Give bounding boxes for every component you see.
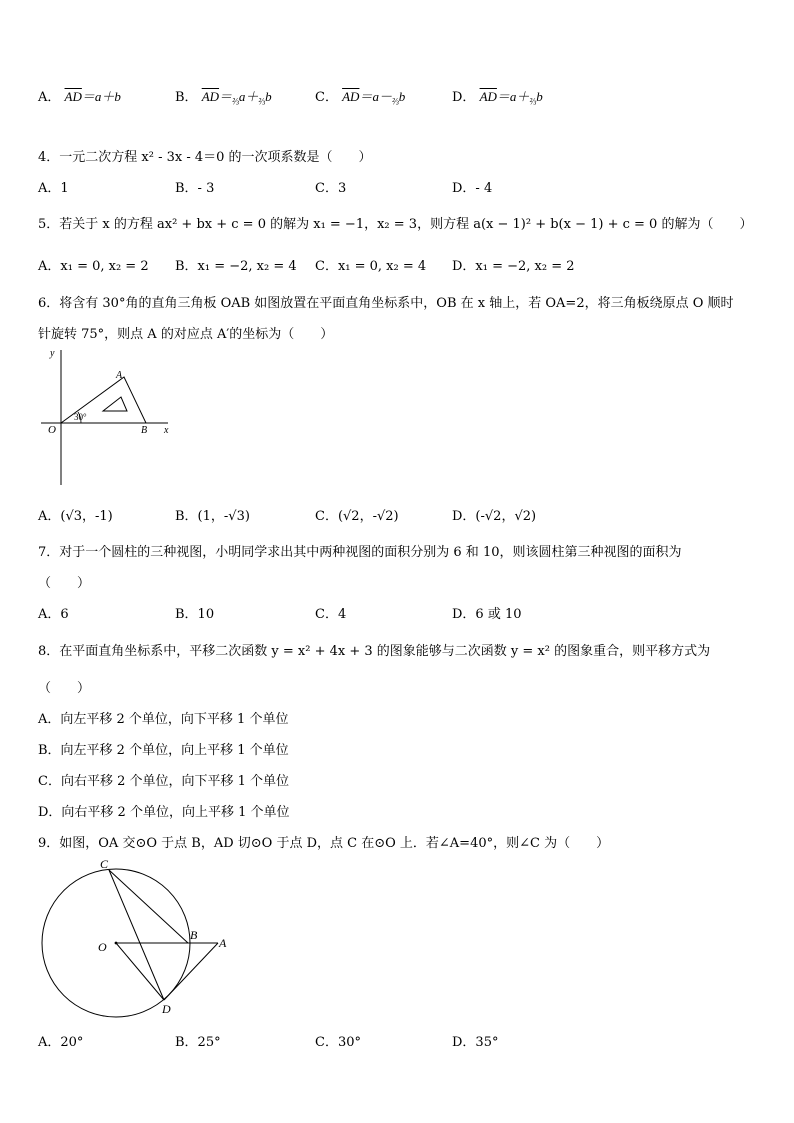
q7-option-c: C．4: [315, 607, 347, 622]
q9-option-b: B．25°: [175, 1035, 221, 1050]
q9-line-od: [116, 943, 164, 1000]
q9-label-b: B: [190, 928, 198, 942]
q3-a-formula: $\overline{AD}=a+b$: [64, 89, 121, 104]
q9-figure: [36, 858, 236, 1020]
q9-label-c: C: [100, 858, 109, 871]
q6-label-y: y: [50, 348, 55, 359]
q3-option-d: [452, 86, 543, 107]
q9-option-c: C．30°: [315, 1035, 361, 1050]
q3-d-formula: $\overline{AD}=a+_{\frac{2}{3}}b$: [479, 89, 543, 107]
q5-stem: 5．若关于 x 的方程 ax² + bx + c = 0 的解为 x₁ = −1，x₂ = 3，则方程 a(x − 1)² + b(x − 1) + c = 0 的解为（ ）: [38, 217, 753, 232]
q8-option-a: A．向左平移 2 个单位，向下平移 1 个单位: [38, 712, 289, 727]
q3-option-a: [38, 86, 121, 105]
q4-option-c: C．3: [315, 181, 347, 196]
q6-label-a: A: [116, 370, 123, 381]
q6-label-angle: 30°: [74, 412, 87, 422]
q6-option-b: B．(1，-√3): [175, 509, 250, 524]
q3-option-d-letter: D．: [452, 90, 476, 105]
q9-center-dot: [115, 942, 118, 945]
q6-option-d: D．(-√2，√2): [452, 509, 537, 524]
q6-label-o: O: [48, 424, 56, 436]
q3-c-formula: $\overline{AD}=a-_{\frac{2}{3}}b$: [342, 89, 406, 107]
q6-label-b: B: [141, 425, 148, 436]
q7-option-b: B．10: [175, 607, 215, 622]
q4-option-b: B．- 3: [175, 181, 215, 196]
q5-option-c: C．x₁ = 0, x₂ = 4: [315, 259, 427, 274]
q8-option-d: D．向右平移 2 个单位，向上平移 1 个单位: [38, 805, 290, 820]
q9-option-d: D．35°: [452, 1035, 499, 1050]
q3-option-c: [315, 86, 405, 107]
q9-line-cb: [109, 870, 188, 943]
q7-option-d: D．6 或 10: [452, 607, 522, 622]
q5-option-d: D．x₁ = −2, x₂ = 2: [452, 259, 575, 274]
q4-option-a: A．1: [38, 181, 69, 196]
q7-stem-line2: （ ）: [38, 576, 91, 591]
q3-option-c-letter: C．: [315, 90, 338, 105]
q9-option-a: A．20°: [38, 1035, 84, 1050]
q4-stem: 4．一元二次方程 x² - 3x - 4＝0 的一次项系数是（ ）: [38, 150, 372, 165]
q6-option-c: C．(√2，-√2): [315, 509, 399, 524]
q9-label-o: O: [98, 940, 107, 954]
q6-stem-line1: 6．将含有 30°角的直角三角板 OAB 如图放置在平面直角坐标系中，OB 在 x 轴上，若 OA=2，将三角板绕原点 O 顺时: [38, 296, 734, 311]
q8-stem-line2: （ ）: [38, 681, 91, 696]
q6-label-x: x: [164, 425, 169, 436]
q3-option-a-letter: A．: [38, 90, 61, 105]
q9-line-cd: [109, 870, 164, 1000]
q5-option-a: A．x₁ = 0, x₂ = 2: [38, 259, 149, 274]
q8-stem-line1: 8．在平面直角坐标系中，平移二次函数 y = x² + 4x + 3 的图象能够与二次函数 y = x² 的图象重合，则平移方式为: [38, 644, 711, 659]
q7-stem-line1: 7．对于一个圆柱的三种视图，小明同学求出其中两种视图的面积分别为 6 和 10，则该圆柱第三种视图的面积为: [38, 545, 682, 560]
q9-label-a: A: [219, 936, 227, 950]
q8-option-c: C．向右平移 2 个单位，向下平移 1 个单位: [38, 774, 290, 789]
q6-figure: [36, 345, 176, 490]
q3-b-formula: $\overline{AD}=_{\frac{2}{3}}a+_{\frac{2}{3}}b$: [201, 89, 272, 107]
q6-stem-line2: 针旋转 75°，则点 A 的对应点 A′的坐标为（ ）: [38, 327, 334, 342]
q6-inner-triangle: [103, 397, 127, 411]
q6-option-a: A．(√3，-1): [38, 509, 113, 524]
q4-option-d: D．- 4: [452, 181, 493, 196]
q3-option-b-letter: B．: [175, 90, 198, 105]
q5-option-b: B．x₁ = −2, x₂ = 4: [175, 259, 297, 274]
q9-label-d: D: [162, 1002, 171, 1016]
q8-option-b: B．向左平移 2 个单位，向上平移 1 个单位: [38, 743, 289, 758]
q9-line-ad: [164, 943, 218, 1000]
q9-stem: 9．如图，OA 交⊙O 于点 B，AD 切⊙O 于点 D，点 C 在⊙O 上．若∠A=40°，则∠C 为（ ）: [38, 836, 610, 851]
q3-option-b: [175, 86, 272, 107]
q7-option-a: A．6: [38, 607, 69, 622]
